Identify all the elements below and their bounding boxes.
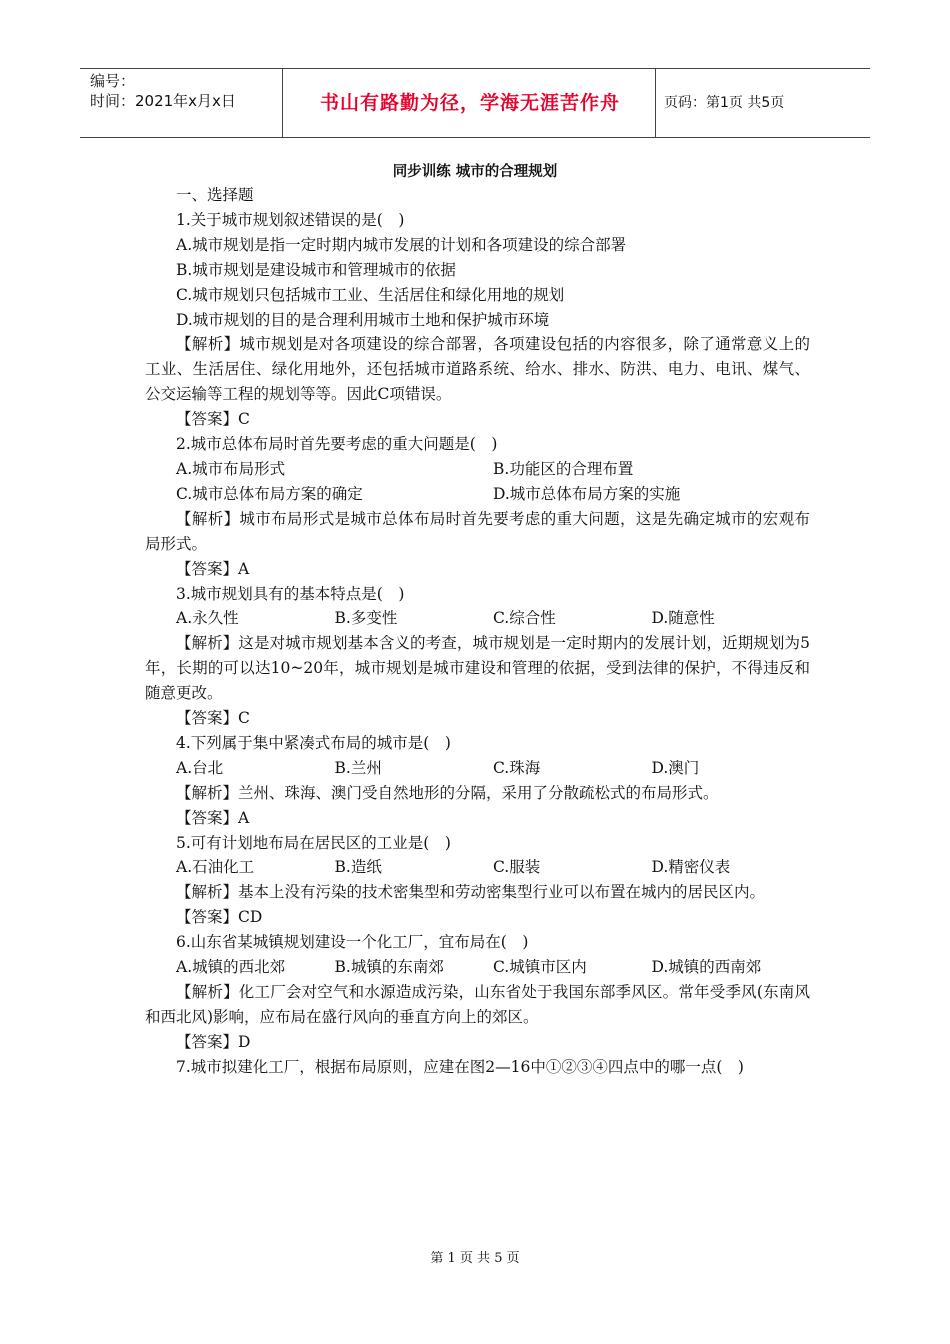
option: D.城市规划的目的是合理利用城市土地和保护城市环境 xyxy=(176,310,550,329)
analysis-text: 【解析】基本上没有污染的技术密集型和劳动密集型行业可以布置在城内的居民区内。 xyxy=(176,883,766,902)
option: C.珠海 xyxy=(493,758,541,777)
option: C.综合性 xyxy=(493,609,556,628)
option: B.造纸 xyxy=(334,858,382,877)
question-stem: 4.下列属于集中紧凑式布局的城市是( ) xyxy=(176,733,451,752)
analysis-text: 【解析】这是对城市规划基本含义的考查，城市规划是一定时期内的发展计划，近期规划为5年，长期的可以达10~20年，城市规划是城市建设和管理的依据，受到法律的保护，不得违反和随意更改。 xyxy=(145,634,810,703)
question-stem: 7.城市拟建化工厂，根据布局原则，应建在图2—16中①②③④四点中的哪一点( ) xyxy=(176,1057,744,1076)
option-row xyxy=(145,457,810,482)
option: D.精密仪表 xyxy=(651,858,731,877)
option: D.城镇的西南郊 xyxy=(651,958,762,977)
number-label: 编号： xyxy=(90,72,136,90)
option-row xyxy=(145,855,810,880)
answer-text: 【答案】C xyxy=(176,709,250,728)
question-stem: 3.城市规划具有的基本特点是( ) xyxy=(176,584,405,603)
answer-text: 【答案】CD xyxy=(176,908,263,927)
option: D.城市总体布局方案的实施 xyxy=(493,484,681,503)
document-body xyxy=(145,183,810,1080)
option: B.多变性 xyxy=(334,609,398,628)
question-stem: 2.城市总体布局时首先要考虑的重大问题是( ) xyxy=(176,435,498,454)
option: B.城镇的东南郊 xyxy=(334,958,444,977)
question-stem: 5.可有计划地布局在居民区的工业是( ) xyxy=(176,833,451,852)
header-divider xyxy=(655,69,656,137)
page-title: 同步训练 城市的合理规划 xyxy=(392,164,558,180)
option: A.永久性 xyxy=(176,609,239,628)
header-meta xyxy=(80,69,282,137)
analysis-text: 【解析】城市规划是对各项建设的综合部署，各项建设包括的内容很多，除了通常意义上的工业、生活居住、绿化用地外，还包括城市道路系统、给水、排水、防洪、电力、电讯、煤气、公交运输等工程的规划等等。因此C项错误。 xyxy=(145,335,810,404)
time-label: 时间：2021年x月x日 xyxy=(90,92,236,110)
option: A.城市布局形式 xyxy=(176,459,286,478)
option-row xyxy=(145,756,810,781)
option: A.石油化工 xyxy=(176,858,255,877)
answer-text: 【答案】A xyxy=(176,808,250,827)
page-label: 页码：第1页 共5页 xyxy=(664,95,785,111)
option: B.功能区的合理布置 xyxy=(493,459,634,478)
analysis-text: 【解析】城市布局形式是城市总体布局时首先要考虑的重大问题，这是先确定城市的宏观布局形式。 xyxy=(145,509,810,553)
option-row xyxy=(145,482,810,507)
option-row xyxy=(145,955,810,980)
option: B.城市规划是建设城市和管理城市的依据 xyxy=(176,260,456,279)
option: C.城市规划只包括城市工业、生活居住和绿化用地的规划 xyxy=(176,285,565,304)
analysis-text: 【解析】兰州、珠海、澳门受自然地形的分隔，采用了分散疏松式的布局形式。 xyxy=(176,783,719,802)
question-stem: 1.关于城市规划叙述错误的是( ) xyxy=(176,210,405,229)
motto-text: 书山有路勤为径，学海无涯苦作舟 xyxy=(319,92,620,114)
option-row xyxy=(145,606,810,631)
answer-text: 【答案】C xyxy=(176,410,250,429)
page-footer: 第 1 页 共 5 页 xyxy=(430,1251,520,1266)
option: A.城市规划是指一定时期内城市发展的计划和各项建设的综合部署 xyxy=(176,235,627,254)
section-heading: 一、选择题 xyxy=(176,186,254,204)
option: D.随意性 xyxy=(651,609,715,628)
option: B.兰州 xyxy=(334,758,382,777)
answer-text: 【答案】D xyxy=(176,1032,251,1051)
answer-text: 【答案】A xyxy=(176,559,250,578)
option: C.城市总体布局方案的确定 xyxy=(176,484,363,503)
option: C.服装 xyxy=(493,858,541,877)
option: A.台北 xyxy=(176,758,224,777)
analysis-text: 【解析】化工厂会对空气和水源造成污染，山东省处于我国东部季风区。常年受季风(东南风和西北风)影响，应布局在盛行风向的垂直方向上的郊区。 xyxy=(145,983,810,1026)
question-stem: 6.山东省某城镇规划建设一个化工厂，宜布局在( ) xyxy=(176,933,529,952)
option: D.澳门 xyxy=(651,758,700,777)
document-header xyxy=(80,68,870,138)
option: C.城镇市区内 xyxy=(493,958,587,977)
option: A.城镇的西北郊 xyxy=(176,958,286,977)
